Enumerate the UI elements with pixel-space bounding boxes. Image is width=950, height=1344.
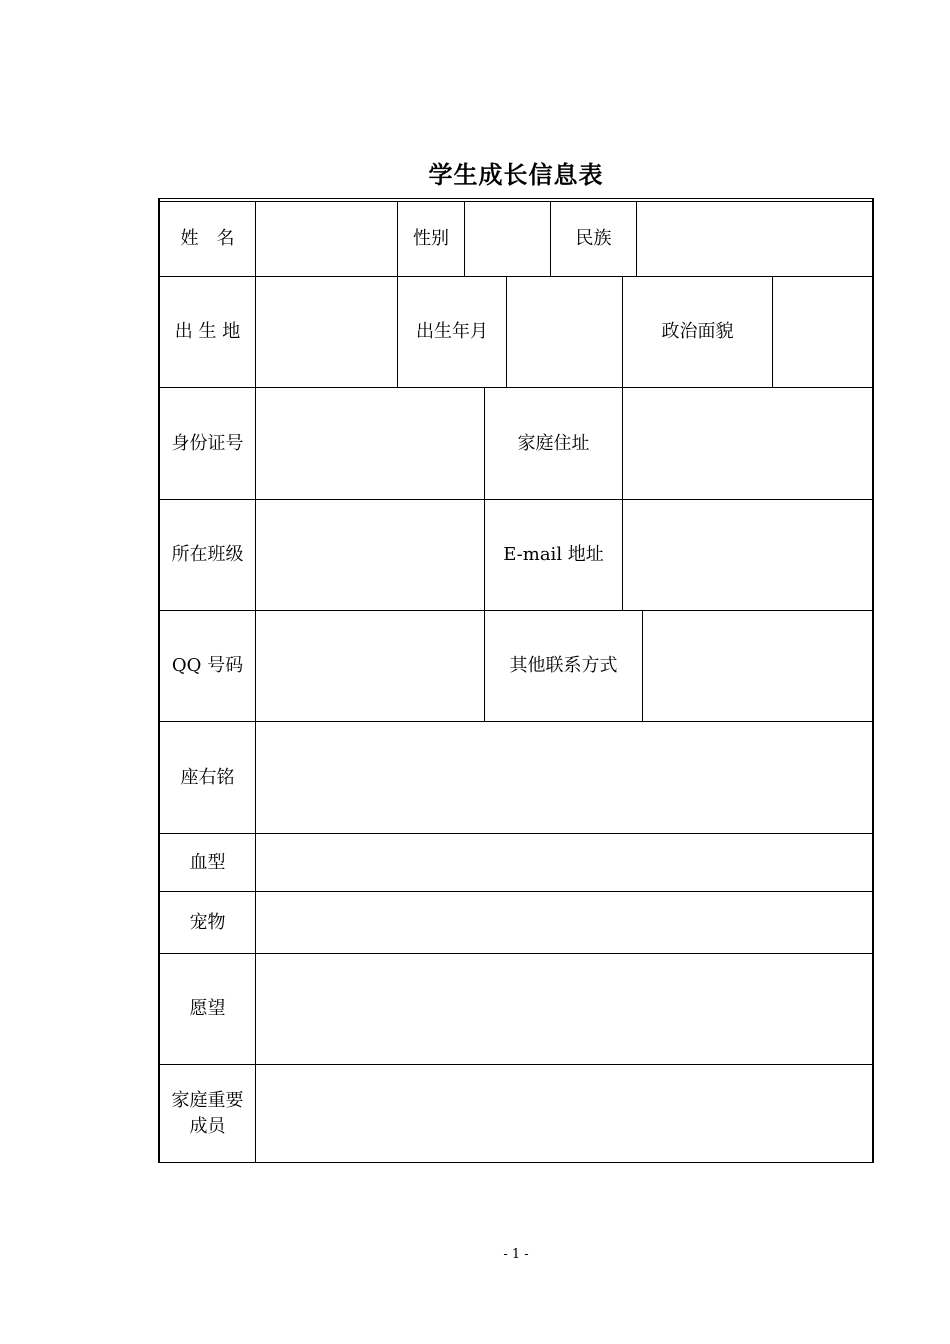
page-title: 学生成长信息表	[428, 161, 604, 189]
gender-label: 性别	[413, 227, 449, 249]
motto-label: 座右铭	[180, 766, 235, 788]
wish-label: 愿望	[189, 998, 226, 1019]
other-contact-field[interactable]	[643, 611, 872, 721]
gender-field[interactable]	[465, 201, 550, 276]
birthplace-field[interactable]	[256, 277, 397, 387]
birth-date-field[interactable]	[507, 277, 622, 387]
family-members-label-line2: 成员	[189, 1115, 226, 1137]
ethnicity-field[interactable]	[637, 201, 872, 276]
ethnicity-label: 民族	[575, 227, 612, 249]
other-contact-label: 其他联系方式	[509, 655, 618, 676]
home-address-label: 家庭住址	[517, 432, 590, 454]
id-number-label: 身份证号	[171, 432, 244, 454]
political-status-field[interactable]	[773, 277, 872, 387]
name-label: 姓 名	[180, 227, 235, 249]
blood-type-label: 血型	[189, 851, 226, 873]
qq-label: QQ 号码	[171, 655, 244, 676]
name-field[interactable]	[256, 201, 397, 276]
page-number: - 1 -	[503, 1247, 529, 1262]
pet-field[interactable]	[256, 892, 872, 953]
pet-label: 宠物	[189, 911, 226, 933]
class-label: 所在班级	[171, 544, 244, 565]
home-address-field[interactable]	[623, 388, 872, 499]
birth-date-label: 出生年月	[416, 321, 488, 342]
political-status-label: 政治面貌	[661, 321, 734, 342]
qq-field[interactable]	[256, 611, 484, 721]
family-members-label-line1: 家庭重要	[171, 1089, 244, 1111]
birthplace-label: 出 生 地	[174, 321, 241, 342]
motto-field[interactable]	[256, 722, 872, 833]
class-field[interactable]	[256, 500, 484, 610]
family-members-field[interactable]	[256, 1065, 872, 1162]
email-label: E-mail 地址	[503, 544, 604, 565]
family-members-label	[160, 1065, 255, 1162]
blood-type-field[interactable]	[256, 834, 872, 891]
id-number-field[interactable]	[256, 388, 484, 499]
email-field[interactable]	[623, 500, 872, 610]
wish-field[interactable]	[256, 954, 872, 1064]
